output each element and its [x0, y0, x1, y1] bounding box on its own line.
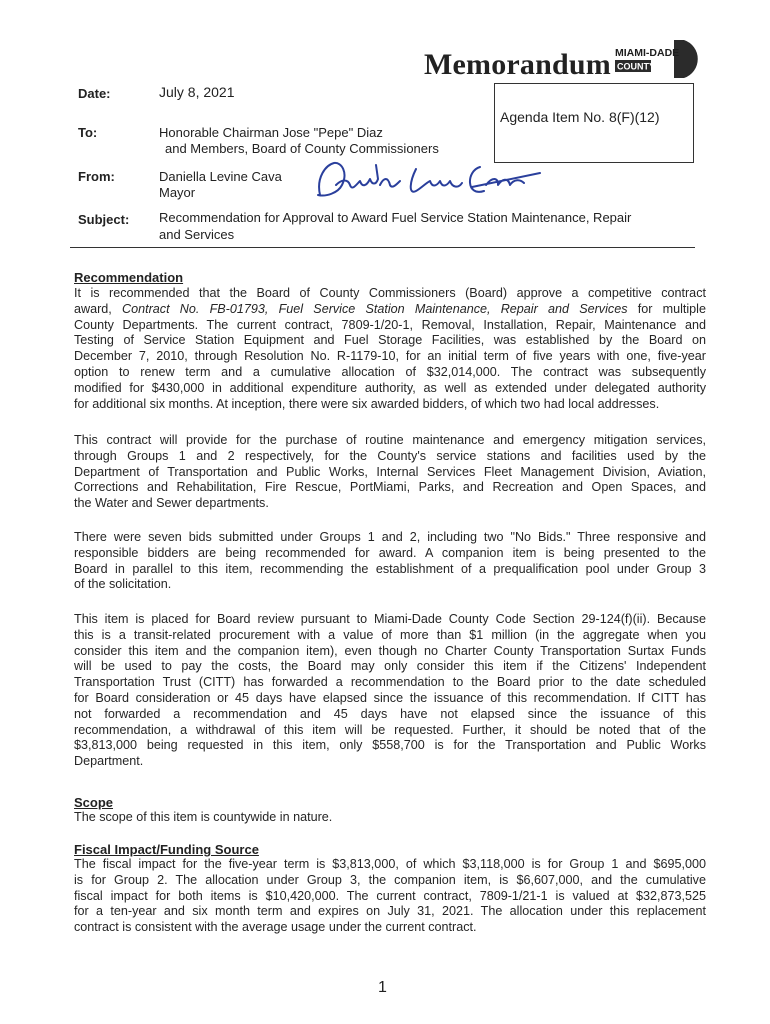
text-line: consider this item and the companion item), even though no Charter County Transportation Surtax Funds — [74, 643, 706, 658]
memo-title: Memorandum — [424, 48, 611, 81]
from-line-2: Mayor — [159, 185, 196, 200]
fiscal-impact-paragraph — [74, 857, 706, 936]
text-line: Testing of Service Station Equipment and Fuel Storage Facilities, was established by the Board on — [74, 333, 706, 348]
text-line: is for Group 2. The allocation under Group 3, the companion item, is $6,607,000, and the cumulative — [74, 872, 706, 887]
text-line: This contract will provide for the purchase of routine maintenance and emergency mitigation services, — [74, 433, 706, 447]
text-line: Corrections and Rehabilitation, Fire Rescue, PortMiami, Parks, and Recreation and Open Spaces, and — [74, 480, 706, 495]
fiscal-impact-heading: Fiscal Impact/Funding Source — [74, 842, 259, 857]
subject-line-2: and Services — [159, 227, 235, 242]
recommendation-heading: Recommendation — [74, 270, 184, 285]
recommendation-paragraph-2 — [74, 433, 706, 512]
text-line: for a ten-year and six month term and expires on July 31, 2021. The allocation under this replacement — [74, 904, 706, 919]
agenda-item-number: Agenda Item No. 8(F)(12) — [500, 109, 660, 125]
text-line: fiscal impact for both items is $10,420,000. The current contract, 7809-1/21-1 is valued at $32,873,525 — [74, 888, 706, 903]
text-line: contract is consistent with the average usage under the current contract. — [74, 920, 477, 935]
text-line: County Departments. The current contract, 7809-1/20-1, Removal, Installation, Repair, Maintenance and — [74, 317, 706, 332]
scope-heading: Scope — [74, 795, 114, 810]
header-divider — [70, 247, 695, 248]
to-line-2: and Members, Board of County Commissioners — [165, 141, 439, 156]
from-label: From: — [78, 169, 115, 184]
recommendation-paragraph-1 — [74, 286, 706, 412]
date-label: Date: — [78, 86, 111, 101]
text-line: for additional six months. At inception, there were six awarded bidders, of which two had local addresses. — [74, 396, 660, 411]
subject-line-1: Recommendation for Approval to Award Fuel Service Station Maintenance, Repair — [159, 210, 632, 225]
text-line: $3,813,000 being requested in this item, only $558,700 is for the Transportation and Public Works — [74, 738, 706, 753]
text-line: Department. — [74, 754, 144, 769]
text-line: responsible bidders are being recommended for award. A companion item is being presented to the — [74, 545, 706, 560]
text-line: modified for $430,000 in additional expenditure authority, as well as extended under delegated authority — [74, 380, 706, 395]
text-line: The fiscal impact for the five-year term is $3,813,000, of which $3,118,000 is for Group 1 and $695,000 — [74, 857, 706, 871]
text-line: The scope of this item is countywide in nature. — [74, 810, 333, 824]
text-line: December 7, 2010, through Resolution No. R-1179-10, for an initial term of five years with one, five-year — [74, 349, 706, 364]
text-line: Board in parallel to this item, recommending the establishment of a prequalification pool under Group 3 — [74, 561, 706, 576]
text-line: It is recommended that the Board of County Commissioners (Board) approve a competitive contract — [74, 286, 706, 300]
from-line-1: Daniella Levine Cava — [159, 169, 282, 184]
logo-top-text: MIAMI-DADE — [615, 47, 680, 59]
text-line: this is a transit-related procurement with a value of more than $1 million (in the aggregate when you — [74, 627, 706, 642]
text-line: through Groups 1 and 2 respectively, for the County's service stations and facilities used by the — [74, 448, 706, 463]
subject-label: Subject: — [78, 212, 130, 227]
logo-bottom-text: COUNTY — [617, 61, 655, 72]
text-line: Department of Transportation and Public Works, Internal Services Fleet Management Division, Aviation, — [74, 464, 706, 479]
page-number: 1 — [378, 979, 387, 996]
recommendation-paragraph-3 — [74, 530, 706, 593]
text-line: not forwarded a recommendation and 45 days have not elapsed since the issuance of this — [74, 706, 706, 721]
text-line: the Water and Sewer departments. — [74, 496, 269, 511]
recommendation-paragraph-4 — [74, 612, 706, 770]
text-line: will be used to pay the costs, the Board may only consider this item if the Citizens' Independent — [74, 659, 706, 674]
mayor-signature — [312, 155, 542, 205]
text-line: There were seven bids submitted under Groups 1 and 2, including two "No Bids." Three responsive and — [74, 530, 706, 544]
scope-paragraph — [74, 810, 706, 826]
text-line: recommendation, a withdrawal of this item will be requested. Further, it should be noted that of the — [74, 722, 706, 737]
miami-dade-county-logo — [612, 38, 706, 80]
to-line-1: Honorable Chairman Jose "Pepe" Diaz — [159, 125, 383, 140]
to-label: To: — [78, 125, 98, 140]
text-line: award, Contract No. FB-01793, Fuel Service Station Maintenance, Repair and Services for multiple — [74, 301, 706, 316]
date-value: July 8, 2021 — [159, 84, 235, 100]
text-line: for Board consideration or 45 days have elapsed since the issuance of this recommendation. If CITT has — [74, 690, 706, 705]
text-line: This item is placed for Board review pursuant to Miami-Dade County Code Section 29-124(f)(ii). Because — [74, 612, 706, 626]
text-line: option to renew term and a cumulative allocation of $32,014,000. The contract was subsequently — [74, 364, 706, 379]
text-line: of the solicitation. — [74, 577, 172, 592]
text-line: Transportation Trust (CITT) has forwarded a recommendation to the Board prior to the date scheduled — [74, 675, 706, 690]
